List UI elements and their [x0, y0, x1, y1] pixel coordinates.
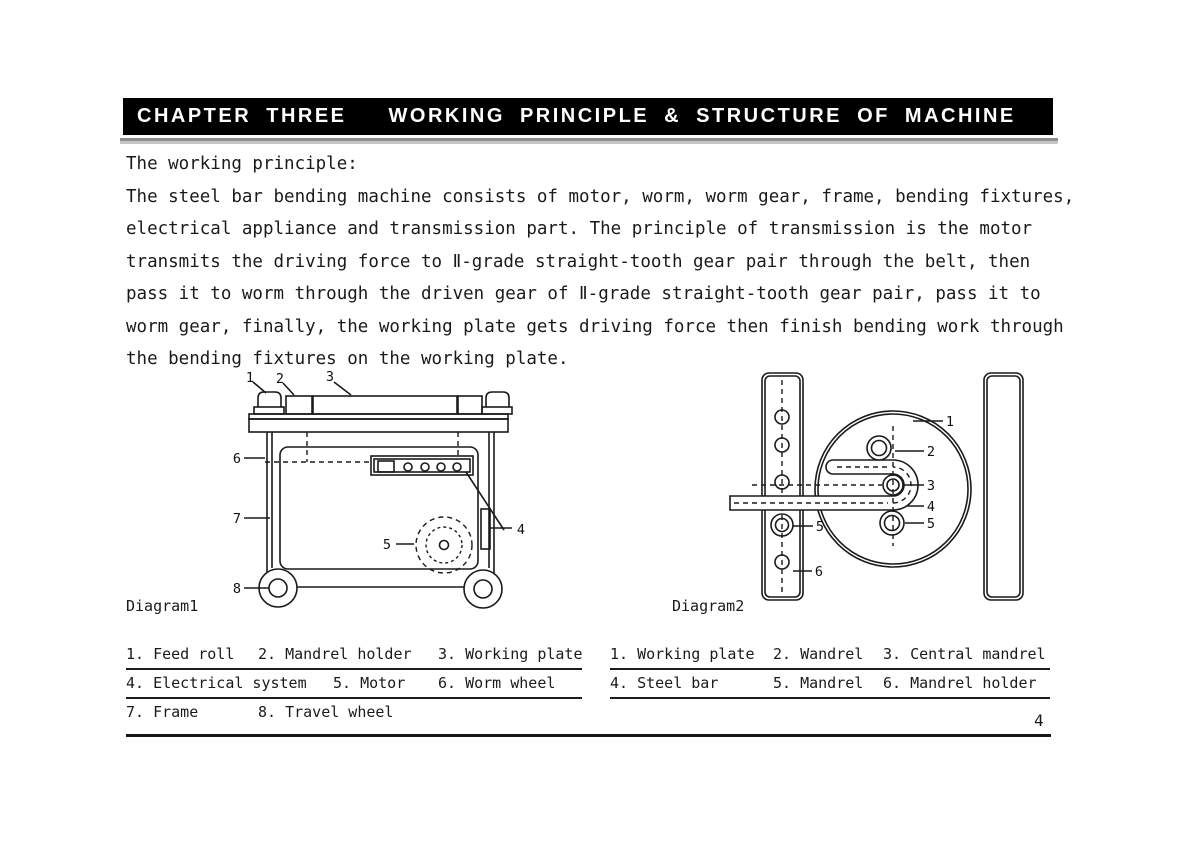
callout-5: 5: [382, 537, 392, 553]
legend-cell: 1. Feed roll: [126, 645, 235, 663]
right-guide-bar: [984, 373, 1023, 600]
motor-pulley-inner: [426, 527, 462, 563]
callout-6: 6: [232, 451, 242, 467]
legend-cell: 3. Central mandrel: [883, 645, 1046, 663]
electrical-box-switch: [378, 461, 394, 472]
paragraph-line: pass it to worm through the driven gear of Ⅱ-grade straight-tooth gear pair, pass it to: [126, 284, 1041, 304]
footer-rule: [126, 734, 1051, 737]
motor-pulley-outer: [416, 517, 472, 573]
legend-row: [126, 670, 582, 699]
callout-8: 8: [232, 581, 242, 597]
working-plate-top: [313, 396, 457, 414]
feed-roll-left: [258, 392, 281, 407]
legend-row: [126, 699, 582, 728]
legend-cell: 7. Frame: [126, 703, 199, 721]
motor-shaft: [440, 541, 449, 550]
callout-4: 4: [926, 499, 936, 515]
callout-5-right: 5: [926, 516, 936, 532]
diagram2-figure: [700, 368, 1030, 608]
legend-cell: 6. Mandrel holder: [883, 674, 1037, 692]
callout-4: 4: [516, 522, 526, 538]
callout-5-left: 5: [815, 519, 825, 535]
chapter-header-bar: [123, 98, 1053, 135]
paragraph-line: The steel bar bending machine consists of motor, worm, worm gear, frame, bending fixtures,: [126, 186, 1075, 207]
callout-1: 1: [945, 414, 955, 430]
legend-cell: 6. Worm wheel: [438, 674, 556, 692]
legend-row: [610, 641, 1050, 670]
paragraph-line: worm gear, finally, the working plate gets driving force then finish bending work through: [126, 316, 1064, 337]
legend-cell: 2. Mandrel holder: [258, 645, 412, 663]
paragraph-line: transmits the driving force to Ⅱ-grade straight-tooth gear pair through the belt, then: [126, 251, 1031, 272]
legend-cell: 2. Wandrel: [773, 645, 864, 663]
diagram1-caption: Diagram1: [126, 597, 199, 615]
feed-roll-left-flange: [254, 407, 284, 414]
callout-2: 2: [926, 444, 936, 460]
working-principle-paragraph: [126, 148, 1074, 376]
callout-7: 7: [232, 511, 242, 527]
legend-row: [126, 641, 582, 670]
legend-cell: 5. Mandrel: [773, 674, 864, 692]
mandrel-holder-left-block: [286, 396, 312, 414]
feed-roll-right: [486, 392, 509, 407]
feed-roll-right-flange: [482, 407, 512, 414]
legend-cell: 3. Working plate: [438, 645, 583, 663]
legend-cell: 4. Steel bar: [610, 674, 719, 692]
paragraph-line: electrical appliance and transmission part. The principle of transmission is the motor: [126, 219, 1033, 239]
callout-3: 3: [325, 369, 335, 385]
callout-3: 3: [926, 478, 936, 494]
diagram2-caption: Diagram2: [672, 597, 745, 615]
table-main-band: [249, 419, 508, 432]
mandrel-holder-right-block: [458, 396, 482, 414]
paragraph-line: The working principle:: [126, 154, 358, 174]
legend-cell: 5. Motor: [333, 674, 406, 692]
callout-2: 2: [275, 371, 285, 387]
legend-cell: 4. Electrical system: [126, 674, 307, 692]
diagram1-legend: [126, 641, 582, 728]
diagram1-figure: [225, 368, 545, 618]
legend-row: [610, 670, 1050, 699]
legend-cell: 8. Travel wheel: [258, 703, 394, 721]
callout-1: 1: [245, 370, 255, 386]
diagram2-legend: [610, 641, 1050, 699]
legend-cell: 1. Working plate: [610, 645, 755, 663]
chapter-label: CHAPTER THREE: [137, 105, 347, 127]
header-separator: [120, 138, 1058, 144]
paragraph-line: the bending fixtures on the working plate.: [126, 349, 569, 369]
frame-panel: [280, 447, 478, 569]
callout-6: 6: [814, 564, 824, 580]
chapter-title: WORKING PRINCIPLE & STRUCTURE OF MACHINE: [388, 105, 1016, 127]
page-number: 4: [1034, 711, 1044, 730]
